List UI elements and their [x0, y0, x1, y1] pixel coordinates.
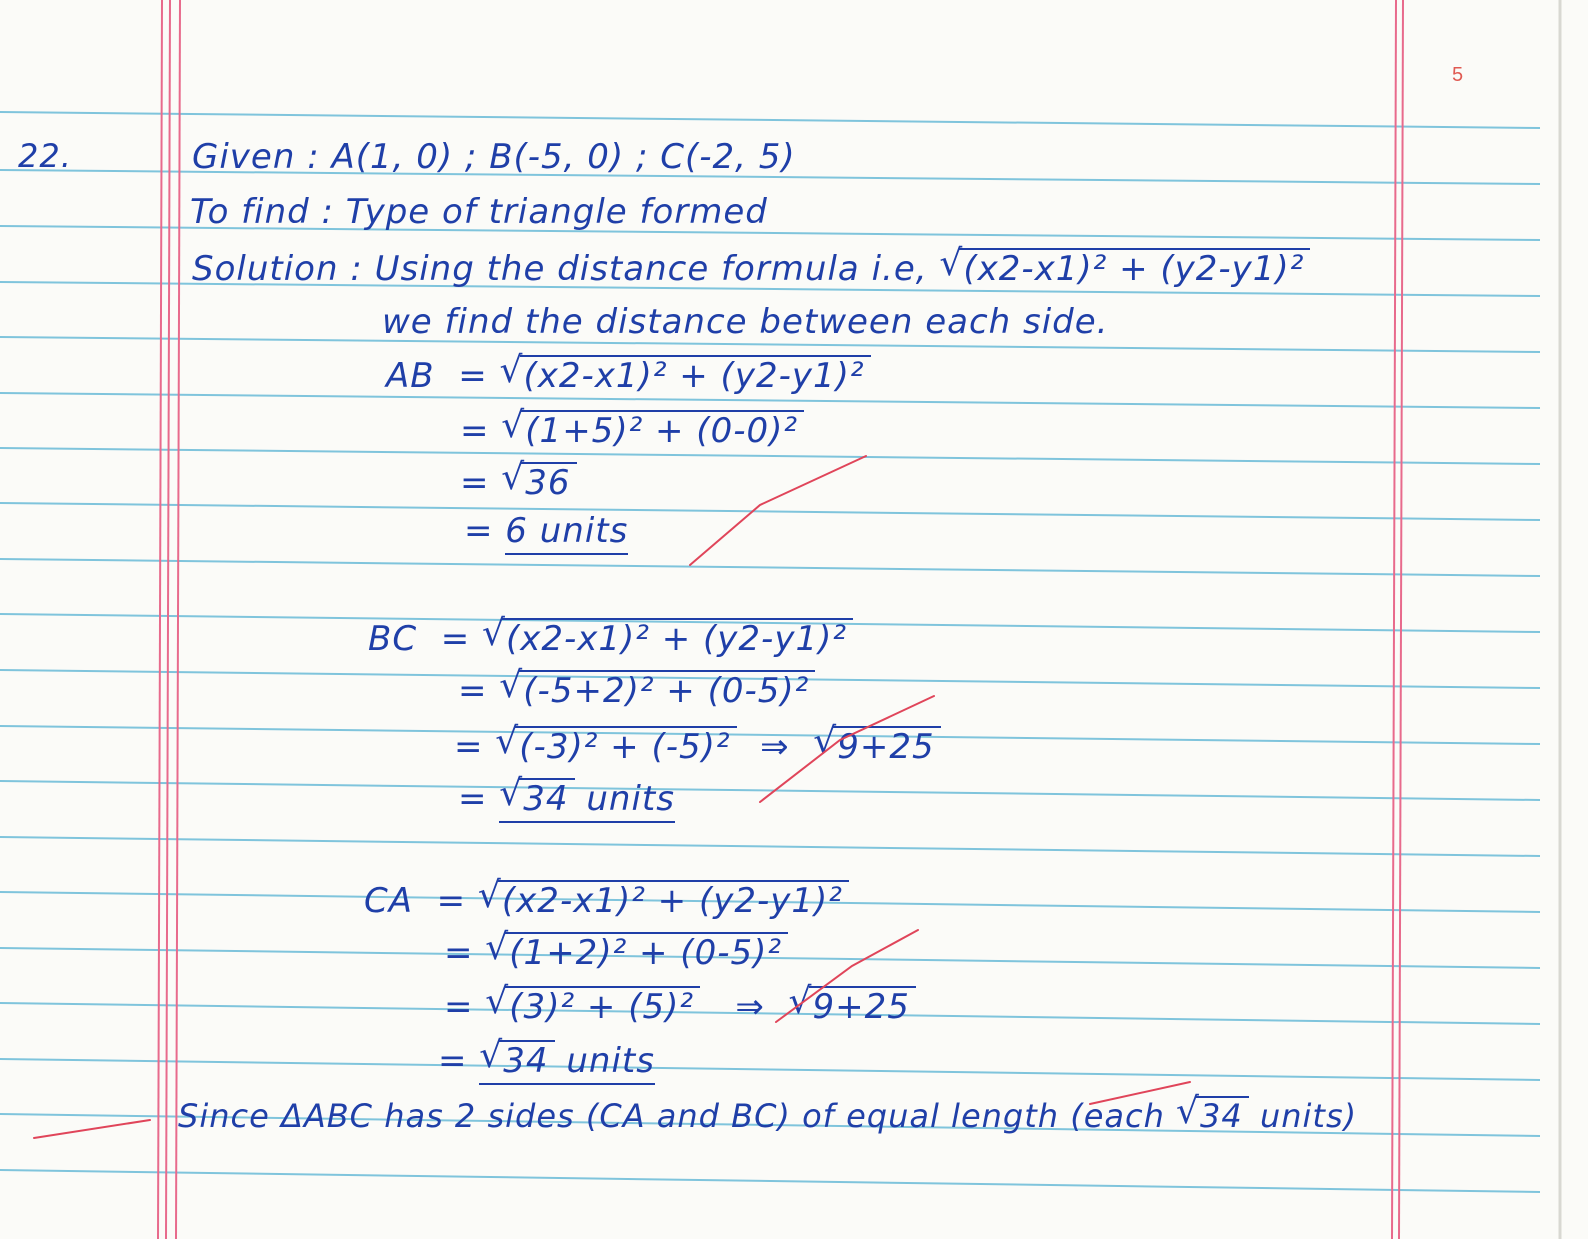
- solution-line-2: we find the distance between each side.: [382, 302, 1109, 342]
- bc-result: = √ 34 units: [458, 778, 675, 816]
- ab-radical-1: [500, 355, 871, 396]
- conclusion-line: [178, 1096, 1358, 1135]
- ab-step-1: AB = √ (x2-x1)² + (y2-y1)²: [386, 355, 871, 393]
- ab-step-3: = √ 36: [460, 462, 577, 500]
- page-number: 5: [1452, 64, 1464, 86]
- ca-radical-1: [478, 880, 849, 921]
- to-find-line: To find : Type of triangle formed: [190, 192, 768, 232]
- distance-formula: [939, 248, 1310, 289]
- distance-formula-text: (x2-x1)² + (y2-y1)²: [959, 248, 1310, 286]
- ca-radical-3: [485, 986, 700, 1027]
- solution-line: [192, 248, 1310, 289]
- ca-step-2-expr: (1+2)² + (0-5)²: [505, 932, 788, 970]
- ca-step-2: = √ (1+2)² + (0-5)²: [444, 932, 788, 970]
- ab-label: AB: [386, 356, 435, 396]
- bc-step-3b-expr: 9+25: [833, 726, 940, 764]
- bc-step-1-expr: (x2-x1)² + (y2-y1)²: [502, 618, 853, 656]
- ca-step-3-expr: (3)² + (5)²: [505, 986, 700, 1024]
- ca-label: CA: [364, 881, 413, 921]
- conclusion-rad-value: 34: [1196, 1096, 1249, 1132]
- ca-step-1-expr: (x2-x1)² + (y2-y1)²: [498, 880, 849, 918]
- ab-result: = 6 units: [464, 514, 628, 548]
- conclusion-radical: [1176, 1096, 1249, 1135]
- bc-label: BC: [368, 619, 418, 659]
- ca-result-radical: [479, 1040, 554, 1081]
- conclusion-text: Since ΔABC has 2 sides (CA and BC) of equal length (each: [178, 1097, 1165, 1135]
- question-number: 22.: [18, 137, 72, 175]
- ca-step-3b-expr: 9+25: [809, 986, 916, 1024]
- solution-text: Using the distance formula i.e,: [374, 249, 928, 289]
- bc-result-rad-value: 34: [519, 778, 574, 816]
- bc-result-value: [499, 779, 675, 823]
- bc-radical-2: [499, 670, 815, 711]
- bc-radical-3b: [813, 726, 940, 767]
- ca-result-value: [479, 1041, 655, 1085]
- ab-radical-3: [501, 462, 576, 503]
- solution-label: Solution :: [192, 249, 363, 289]
- ca-radical-3b: [789, 986, 916, 1027]
- ca-result-rad-value: 34: [499, 1040, 554, 1078]
- bc-step-3-expr: (-3)² + (-5)²: [515, 726, 736, 764]
- given-line: Given : A(1, 0) ; B(-5, 0) ; C(-2, 5): [192, 137, 796, 177]
- conclusion-unit: units): [1259, 1097, 1358, 1135]
- bc-step-2-expr: (-5+2)² + (0-5)²: [519, 670, 815, 708]
- ca-radical-2: [485, 932, 788, 973]
- ab-step-3-expr: 36: [521, 462, 576, 500]
- bc-result-radical: [499, 778, 574, 819]
- ab-step-1-expr: (x2-x1)² + (y2-y1)²: [520, 355, 871, 393]
- ca-result: = √ 34 units: [438, 1040, 655, 1078]
- ab-step-2-expr: (1+5)² + (0-0)²: [521, 410, 804, 448]
- ca-result-unit: units: [566, 1041, 655, 1081]
- ca-step-1: CA = √ (x2-x1)² + (y2-y1)²: [364, 880, 849, 918]
- bc-radical-1: [482, 618, 853, 659]
- ab-radical-2: [501, 410, 804, 451]
- bc-step-2: = √ (-5+2)² + (0-5)²: [458, 670, 815, 708]
- ca-step-3: = √ (3)² + (5)² ⇒ √ 9+25: [444, 986, 916, 1024]
- bc-step-3: = √ (-3)² + (-5)² ⇒ √ 9+25: [454, 726, 941, 764]
- bc-step-1: BC = √ (x2-x1)² + (y2-y1)²: [368, 618, 853, 656]
- ab-step-2: = √ (1+5)² + (0-0)²: [460, 410, 804, 448]
- ab-result-value: 6 units: [505, 511, 628, 555]
- bc-result-unit: units: [586, 779, 675, 819]
